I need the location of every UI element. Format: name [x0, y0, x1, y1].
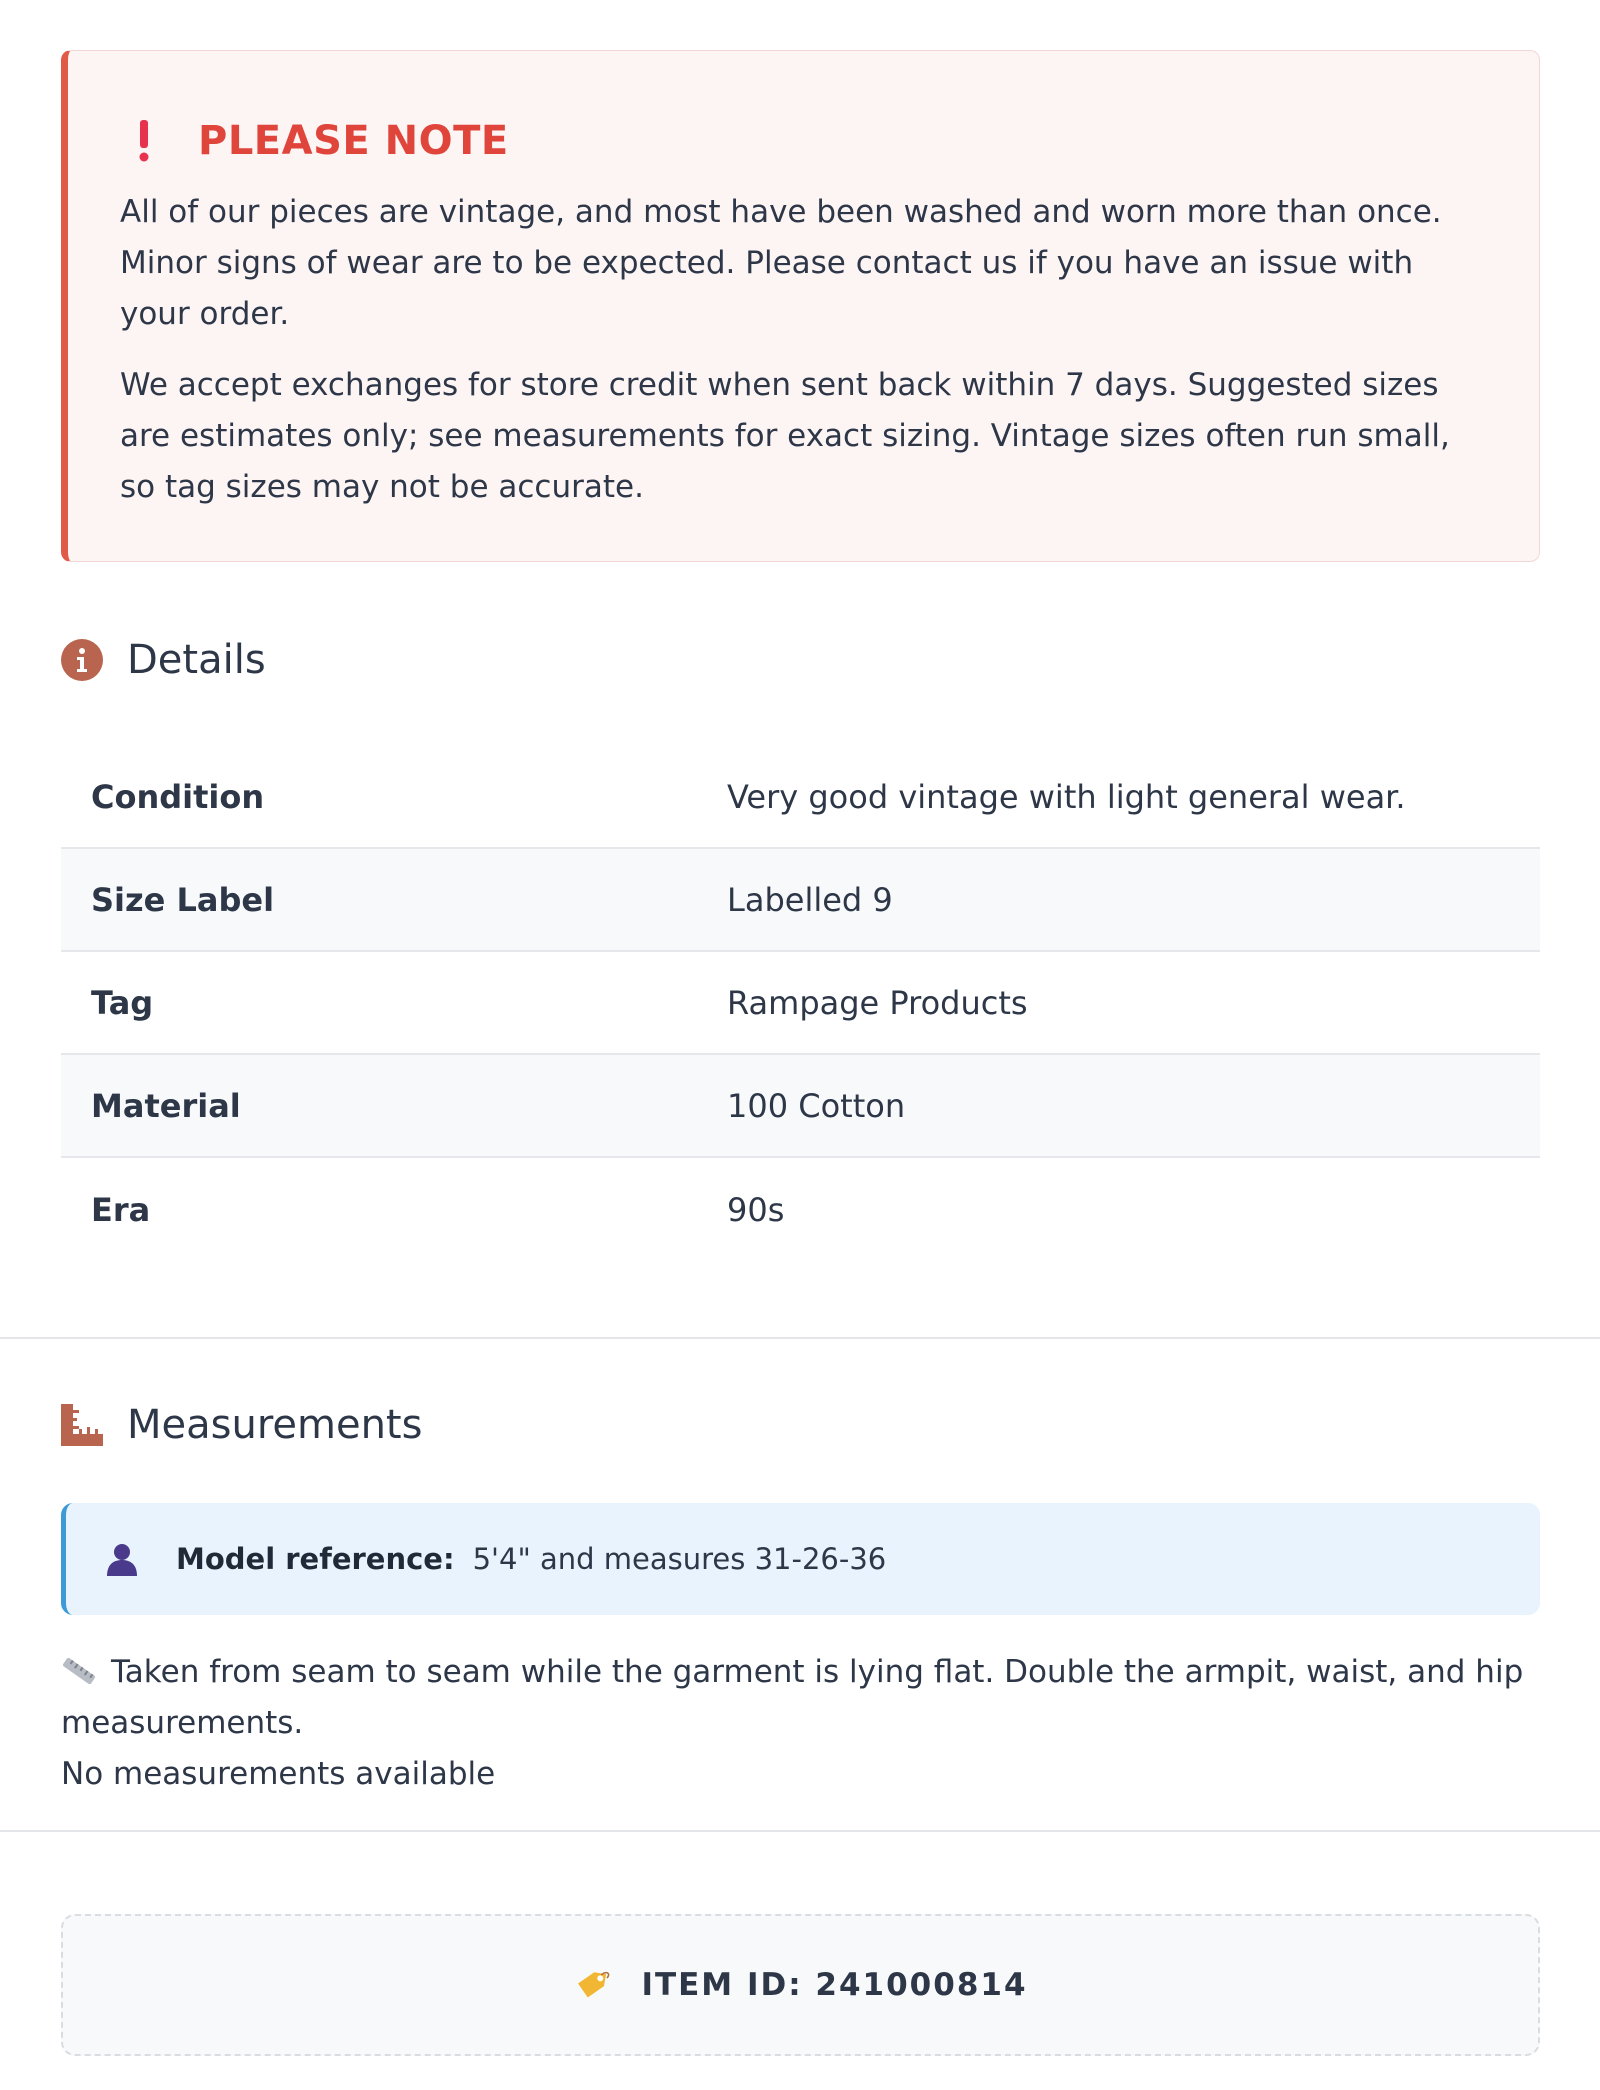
row-label: Size Label — [91, 880, 275, 919]
tag-icon — [573, 1965, 613, 2005]
table-row — [61, 746, 1540, 849]
notice-header — [120, 113, 1487, 169]
table-row — [61, 952, 1540, 1055]
notice-paragraph-2: We accept exchanges for store credit when sent back within 7 days. Suggested sizes are estimates only; see measurements for exact sizing. Vintage sizes often run small, so tag sizes may not be accurate. — [120, 367, 1450, 505]
section-divider — [0, 1337, 1600, 1339]
model-reference-label: Model reference: — [176, 1542, 455, 1576]
straight-ruler-icon — [61, 1649, 97, 1675]
row-label: Material — [91, 1086, 241, 1125]
table-row — [61, 1055, 1540, 1158]
measurements-note — [61, 1647, 1539, 1800]
row-label: Tag — [91, 983, 154, 1022]
notice-title: PLEASE NOTE — [198, 118, 509, 164]
details-title: Details — [127, 637, 266, 683]
details-header — [61, 632, 1539, 688]
row-label: Condition — [91, 777, 265, 816]
info-icon — [61, 639, 103, 681]
measurements-empty-text: No measurements available — [61, 1756, 496, 1792]
table-row — [61, 849, 1540, 952]
item-id-box — [61, 1914, 1540, 2056]
item-id: ITEM ID: 241000814 — [641, 1967, 1028, 2003]
measurements-instructions: Taken from seam to seam while the garment is lying flat. Double the armpit, waist, and hip measurements. — [61, 1654, 1524, 1741]
measurements-header — [61, 1397, 1539, 1453]
table-row — [61, 1158, 1540, 1261]
row-value: 90s — [727, 1190, 785, 1229]
model-reference-value: 5'4" and measures 31-26-36 — [472, 1542, 887, 1576]
ruler-icon — [61, 1404, 103, 1446]
notice-paragraph-1: All of our pieces are vintage, and most have been washed and worn more than once. Minor signs of wear are to be expected. Please contact us if you have an issue with your order. — [120, 194, 1442, 332]
notice-box — [61, 50, 1540, 562]
row-value: Very good vintage with light general wear. — [727, 777, 1406, 816]
row-value: 100 Cotton — [727, 1086, 906, 1125]
person-icon — [102, 1539, 142, 1579]
row-value: Rampage Products — [727, 983, 1028, 1022]
model-reference-box — [61, 1503, 1540, 1615]
details-table — [61, 746, 1540, 1261]
measurements-title: Measurements — [127, 1402, 423, 1448]
row-value: Labelled 9 — [727, 880, 893, 919]
exclamation-icon — [130, 120, 158, 162]
row-label: Era — [91, 1190, 151, 1229]
section-divider — [0, 1830, 1600, 1832]
